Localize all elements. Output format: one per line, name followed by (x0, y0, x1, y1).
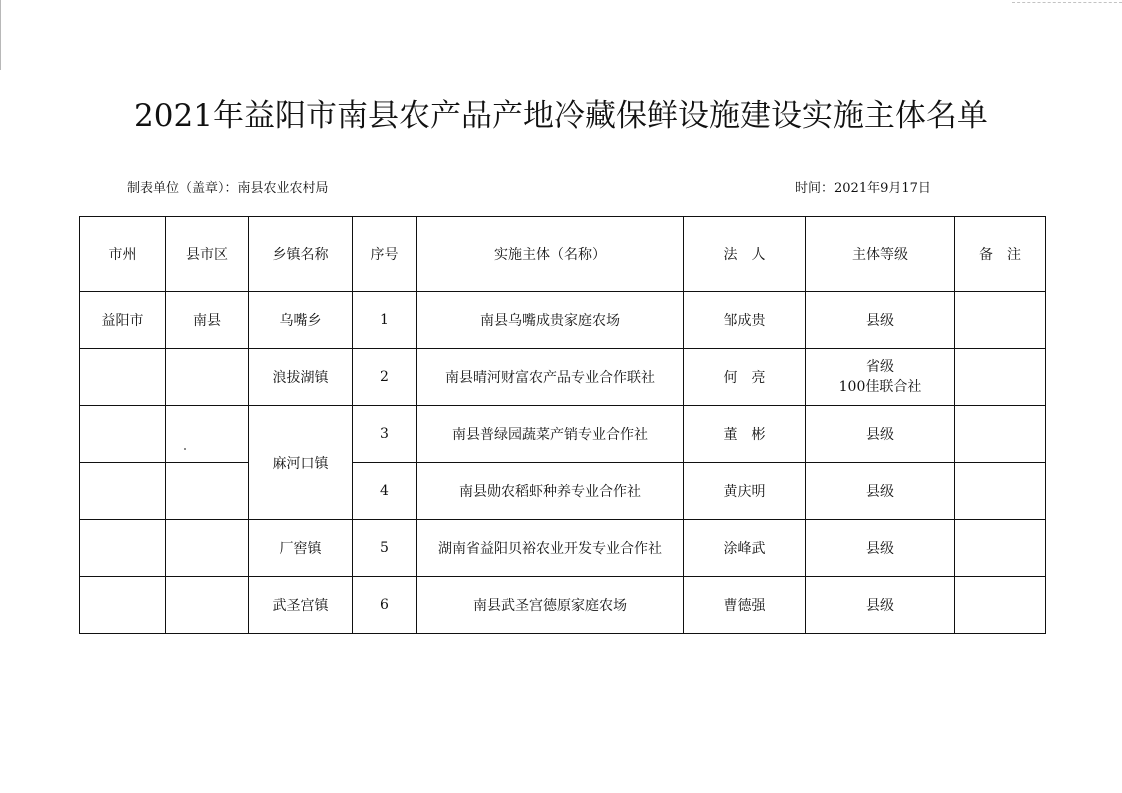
cell-seq: 2 (353, 349, 417, 406)
cell-entity: 南县乌嘴成贵家庭农场 (417, 292, 684, 349)
cell-legal: 黄庆明 (684, 463, 806, 520)
cell-grade: 县级 (806, 577, 955, 634)
cell-legal: 何 亮 (684, 349, 806, 406)
cell-town-merged: 麻河口镇 (249, 406, 353, 520)
table-row (80, 349, 1046, 406)
cell-entity: 湖南省益阳贝裕农业开发专业合作社 (417, 520, 684, 577)
cell-city (80, 577, 166, 634)
cell-entity: 南县勋农稻虾种养专业合作社 (417, 463, 684, 520)
cell-county (166, 349, 249, 406)
cell-county (166, 406, 249, 463)
table-row (80, 577, 1046, 634)
cell-county (166, 463, 249, 520)
cell-city (80, 349, 166, 406)
scan-edge-left (0, 0, 3, 70)
cell-town: 浪拔湖镇 (249, 349, 353, 406)
cell-town: 厂窖镇 (249, 520, 353, 577)
header-city: 市州 (80, 217, 166, 292)
cell-grade: 县级 (806, 463, 955, 520)
cell-seq: 3 (353, 406, 417, 463)
cell-seq: 1 (353, 292, 417, 349)
cell-grade: 县级 (806, 292, 955, 349)
cell-county (166, 577, 249, 634)
issuer-label: 制表单位（盖章）： (127, 181, 238, 196)
cell-entity: 南县武圣宫德原家庭农场 (417, 577, 684, 634)
cell-county: 南县 (166, 292, 249, 349)
header-row (80, 217, 1046, 292)
header-grade: 主体等级 (806, 217, 955, 292)
date-value: 2021年9月17日 (834, 181, 931, 196)
roster-table (79, 216, 1046, 634)
cell-seq: 4 (353, 463, 417, 520)
issuer-line (127, 177, 329, 196)
document-title: 2021年益阳市南县农产品产地冷藏保鲜设施建设实施主体名单 (134, 98, 988, 134)
date-line (795, 177, 931, 196)
cell-city (80, 520, 166, 577)
cell-grade: 县级 (806, 406, 955, 463)
header-legal: 法 人 (684, 217, 806, 292)
cell-town: 武圣宫镇 (249, 577, 353, 634)
cell-town: 乌嘴乡 (249, 292, 353, 349)
table-row (80, 292, 1046, 349)
header-county: 县市区 (166, 217, 249, 292)
cell-city (80, 406, 166, 463)
date-label: 时间： (795, 181, 835, 196)
cell-city: 益阳市 (80, 292, 166, 349)
cell-remark (955, 520, 1046, 577)
cell-grade: 县级 (806, 520, 955, 577)
header-remark: 备 注 (955, 217, 1046, 292)
header-entity: 实施主体（名称） (417, 217, 684, 292)
cell-remark (955, 463, 1046, 520)
scan-edge-top (1012, 2, 1122, 3)
cell-grade (806, 349, 955, 406)
cell-entity: 南县普绿园蔬菜产销专业合作社 (417, 406, 684, 463)
header-seq: 序号 (353, 217, 417, 292)
issuer-name: 南县农业农村局 (237, 181, 329, 196)
cell-entity: 南县晴河财富农产品专业合作联社 (417, 349, 684, 406)
cell-seq: 5 (353, 520, 417, 577)
grade-note: 100佳联合社 (838, 379, 922, 395)
cell-legal: 曹德强 (684, 577, 806, 634)
cell-county (166, 520, 249, 577)
cell-legal: 董 彬 (684, 406, 806, 463)
cell-remark (955, 349, 1046, 406)
cell-city (80, 463, 166, 520)
cell-legal: 涂峰武 (684, 520, 806, 577)
cell-remark (955, 577, 1046, 634)
cell-legal: 邹成贵 (684, 292, 806, 349)
scan-speck (184, 448, 186, 450)
table-row (80, 463, 1046, 520)
table-row (80, 520, 1046, 577)
grade-level: 省级 (866, 359, 894, 375)
cell-seq: 6 (353, 577, 417, 634)
cell-remark (955, 406, 1046, 463)
table-row (80, 406, 1046, 463)
header-town: 乡镇名称 (249, 217, 353, 292)
cell-remark (955, 292, 1046, 349)
